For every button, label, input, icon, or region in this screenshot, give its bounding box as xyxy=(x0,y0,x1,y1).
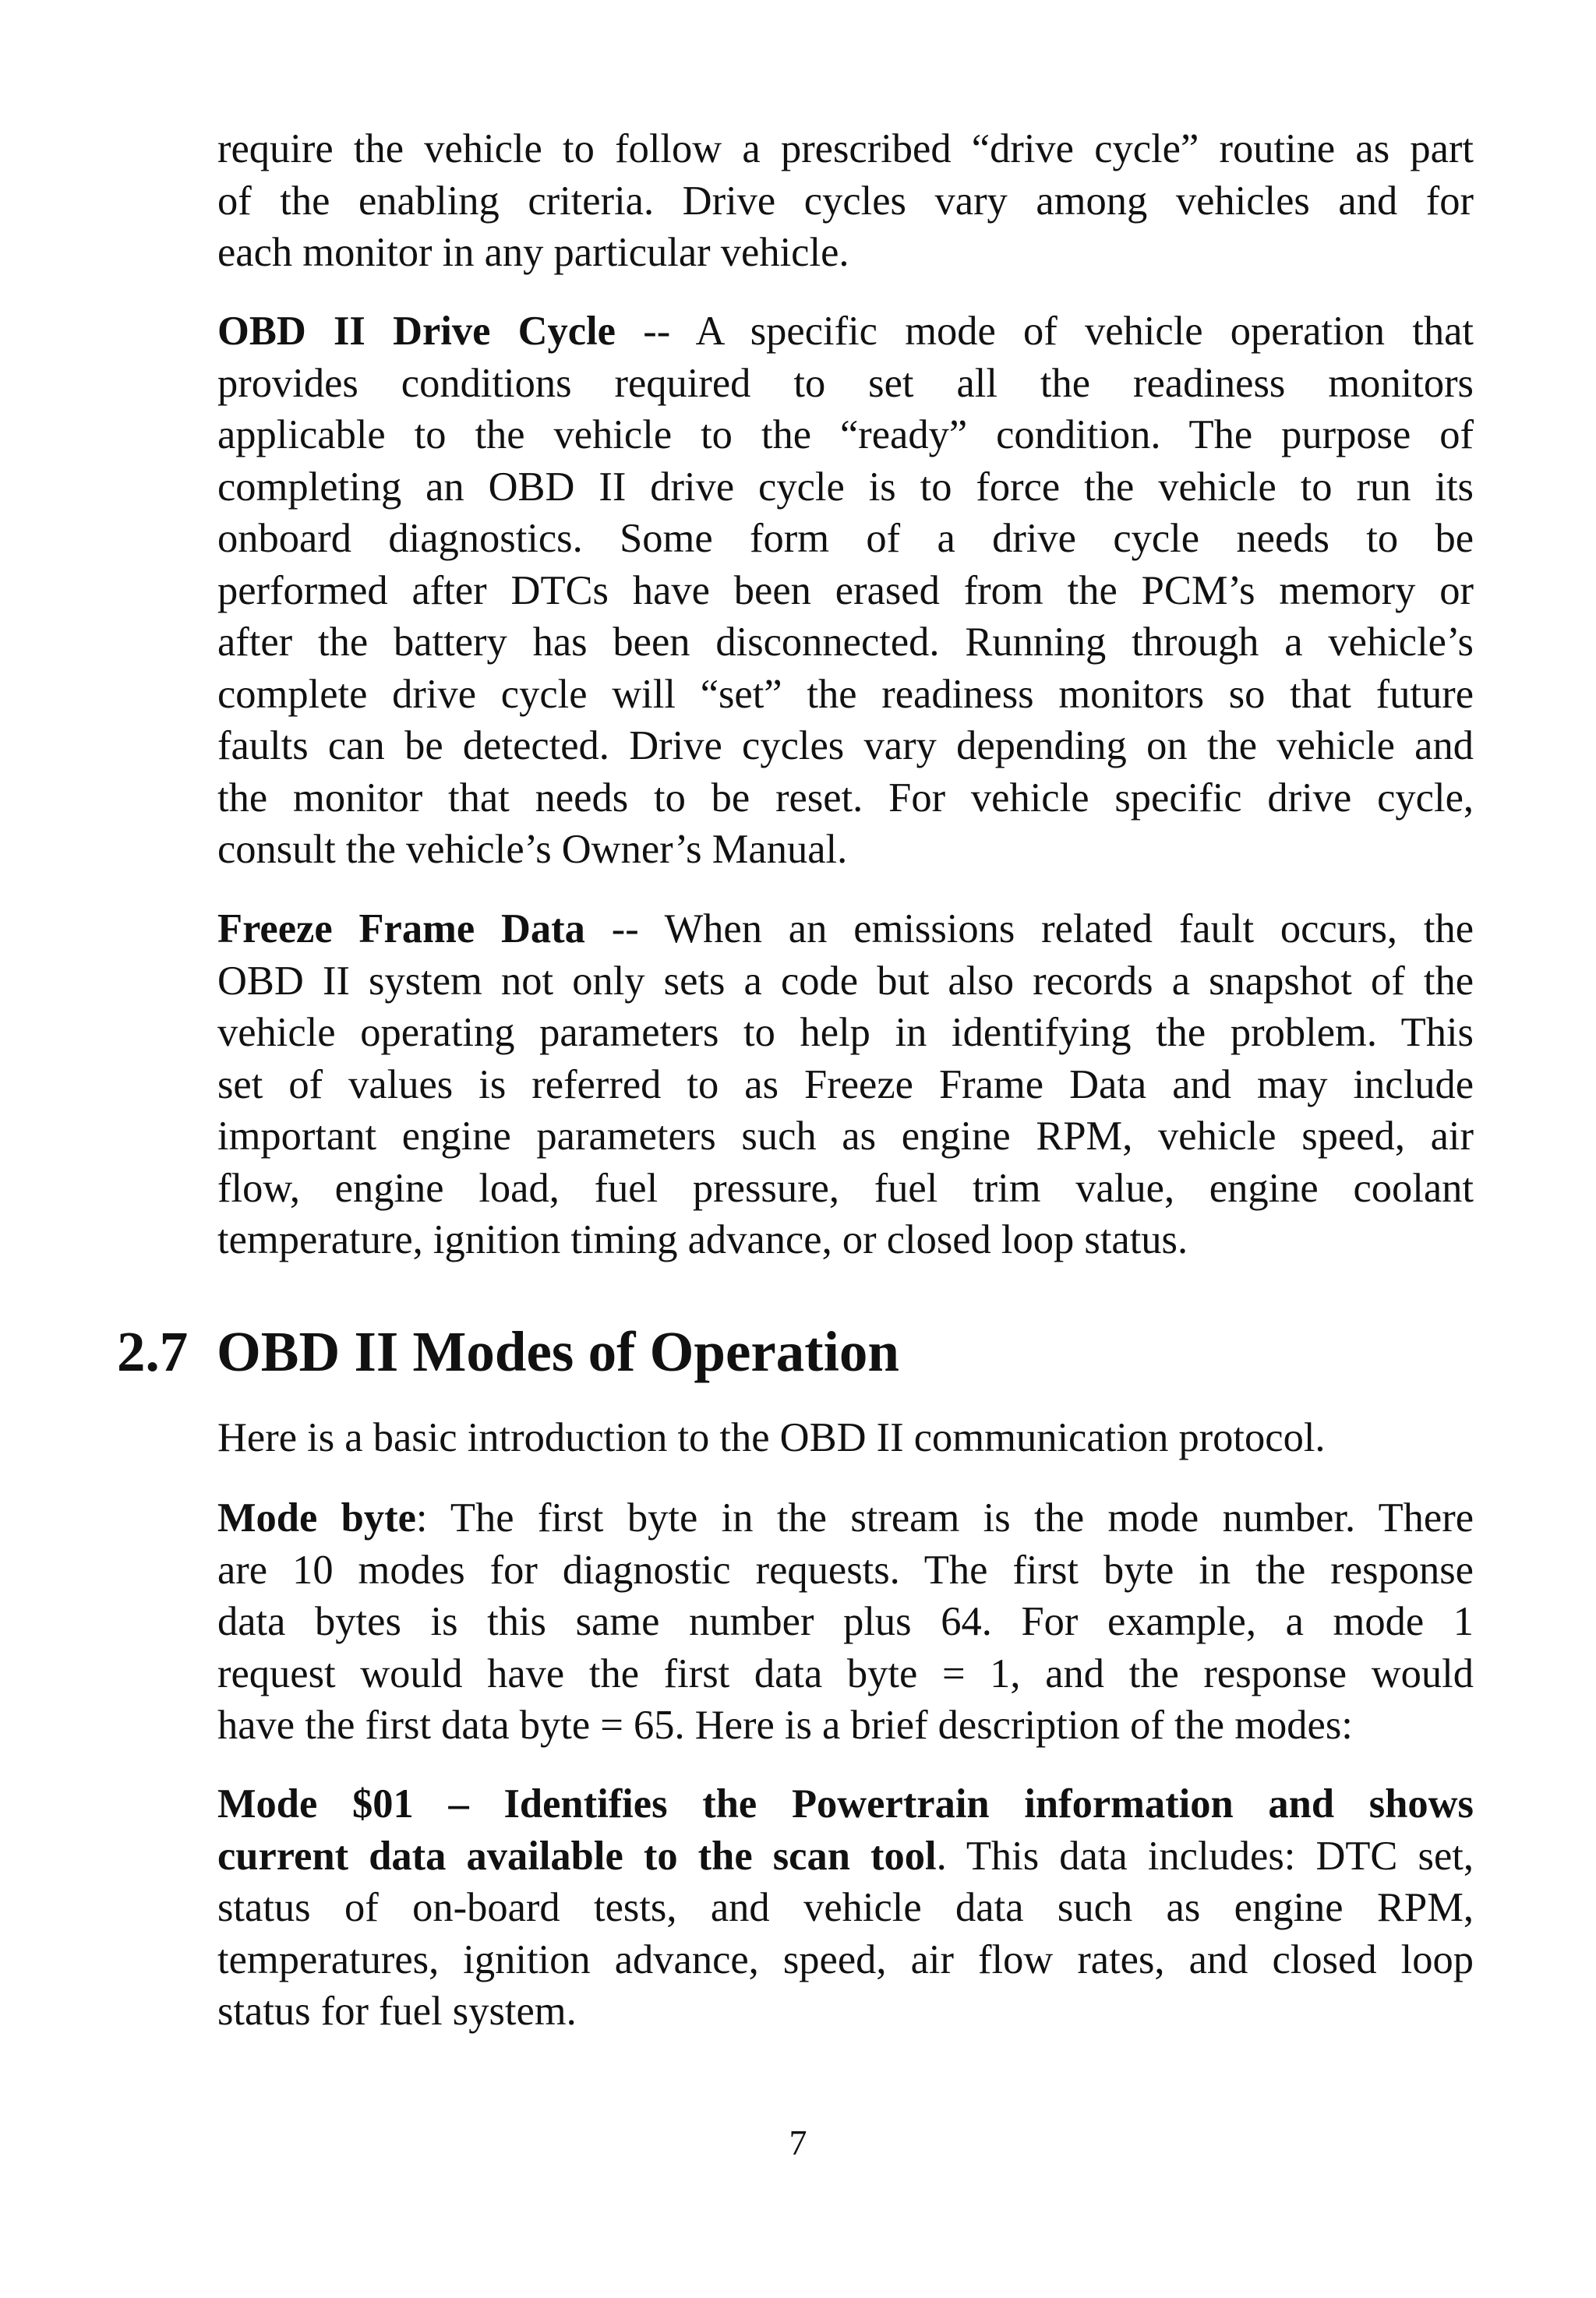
text-line: each monitor in any particular vehicle. xyxy=(217,230,849,275)
text-line-bold: Mode $01 – Identifies the Powertrain information and shows xyxy=(217,1781,1474,1827)
text-line: Here is a basic introduction to the OBD II communication protocol. xyxy=(217,1415,1326,1460)
text-line: OBD II system not only sets a code but also records a snapshot of the xyxy=(217,958,1474,1004)
paragraph-mode-byte xyxy=(217,1492,1474,1752)
text-line: after the battery has been disconnected. Running through a vehicle’s xyxy=(217,620,1474,665)
text-line: the monitor that needs to be reset. For vehicle specific drive cycle, xyxy=(217,775,1474,821)
paragraph-mode-01 xyxy=(217,1778,1474,2038)
text-line xyxy=(217,305,1474,358)
definition-text: -- A specific mode of vehicle operation that xyxy=(616,309,1474,354)
text-line: of the enabling criteria. Drive cycles vary among vehicles and for xyxy=(217,178,1474,224)
term-obd-ii-drive-cycle: OBD II Drive Cycle xyxy=(217,309,616,354)
text-line: temperature, ignition timing advance, or closed loop status. xyxy=(217,1217,1188,1262)
text-line: completing an OBD II drive cycle is to force the vehicle to run its xyxy=(217,464,1474,510)
text-line: are 10 modes for diagnostic requests. The first byte in the response xyxy=(217,1547,1474,1593)
text-line: request would have the first data byte = 1, and the response would xyxy=(217,1650,1474,1696)
text-line: require the vehicle to follow a prescribed “drive cycle” routine as part xyxy=(217,126,1474,171)
paragraph-freeze-frame-data xyxy=(217,903,1474,1266)
text-line: applicable to the vehicle to the “ready” condition. The purpose of xyxy=(217,412,1474,457)
text-line: status for fuel system. xyxy=(217,1989,577,2034)
section-title: OBD II Modes of Operation xyxy=(217,1320,899,1383)
text-line: flow, engine load, fuel pressure, fuel trim value, engine coolant xyxy=(217,1165,1474,1211)
text-line: data bytes is this same number plus 64. For example, a mode 1 xyxy=(217,1599,1474,1644)
text-line: consult the vehicle’s Owner’s Manual. xyxy=(217,827,848,872)
definition-text: : The first byte in the stream is the mode number. There xyxy=(415,1495,1474,1541)
text-line xyxy=(217,1492,1474,1544)
definition-text: -- When an emissions related fault occurs, the xyxy=(584,906,1474,951)
paragraph-drive-cycle-continued xyxy=(217,123,1474,279)
section-heading xyxy=(117,1317,899,1387)
text-line xyxy=(217,1830,1474,1883)
text-line: set of values is referred to as Freeze Frame Data and may include xyxy=(217,1061,1474,1107)
term-freeze-frame-data: Freeze Frame Data xyxy=(217,906,585,951)
text-line: provides conditions required to set all the readiness monitors xyxy=(217,360,1474,406)
paragraph-obd-drive-cycle xyxy=(217,305,1474,876)
term-mode-byte: Mode byte xyxy=(217,1495,416,1541)
term-mode-01-continued: current data available to the scan tool xyxy=(217,1833,937,1879)
text-line xyxy=(217,903,1474,955)
text-line: temperatures, ignition advance, speed, air flow rates, and closed loop xyxy=(217,1936,1474,1982)
paragraph-intro xyxy=(217,1412,1474,1464)
definition-text: . This data includes: DTC set, xyxy=(936,1833,1474,1879)
text-line: status of on-board tests, and vehicle data such as engine RPM, xyxy=(217,1885,1474,1930)
text-line: complete drive cycle will “set” the readiness monitors so that future xyxy=(217,671,1474,717)
text-line: onboard diagnostics. Some form of a drive cycle needs to be xyxy=(217,516,1474,561)
text-line: performed after DTCs have been erased from the PCM’s memory or xyxy=(217,567,1474,613)
text-line: have the first data byte = 65. Here is a brief description of the modes: xyxy=(217,1703,1353,1748)
page-number: 7 xyxy=(789,2123,807,2162)
text-line: faults can be detected. Drive cycles vary depending on the vehicle and xyxy=(217,723,1474,768)
section-number: 2.7 xyxy=(117,1320,189,1383)
text-line: vehicle operating parameters to help in identifying the problem. This xyxy=(217,1010,1474,1055)
text-line: important engine parameters such as engine RPM, vehicle speed, air xyxy=(217,1114,1474,1159)
